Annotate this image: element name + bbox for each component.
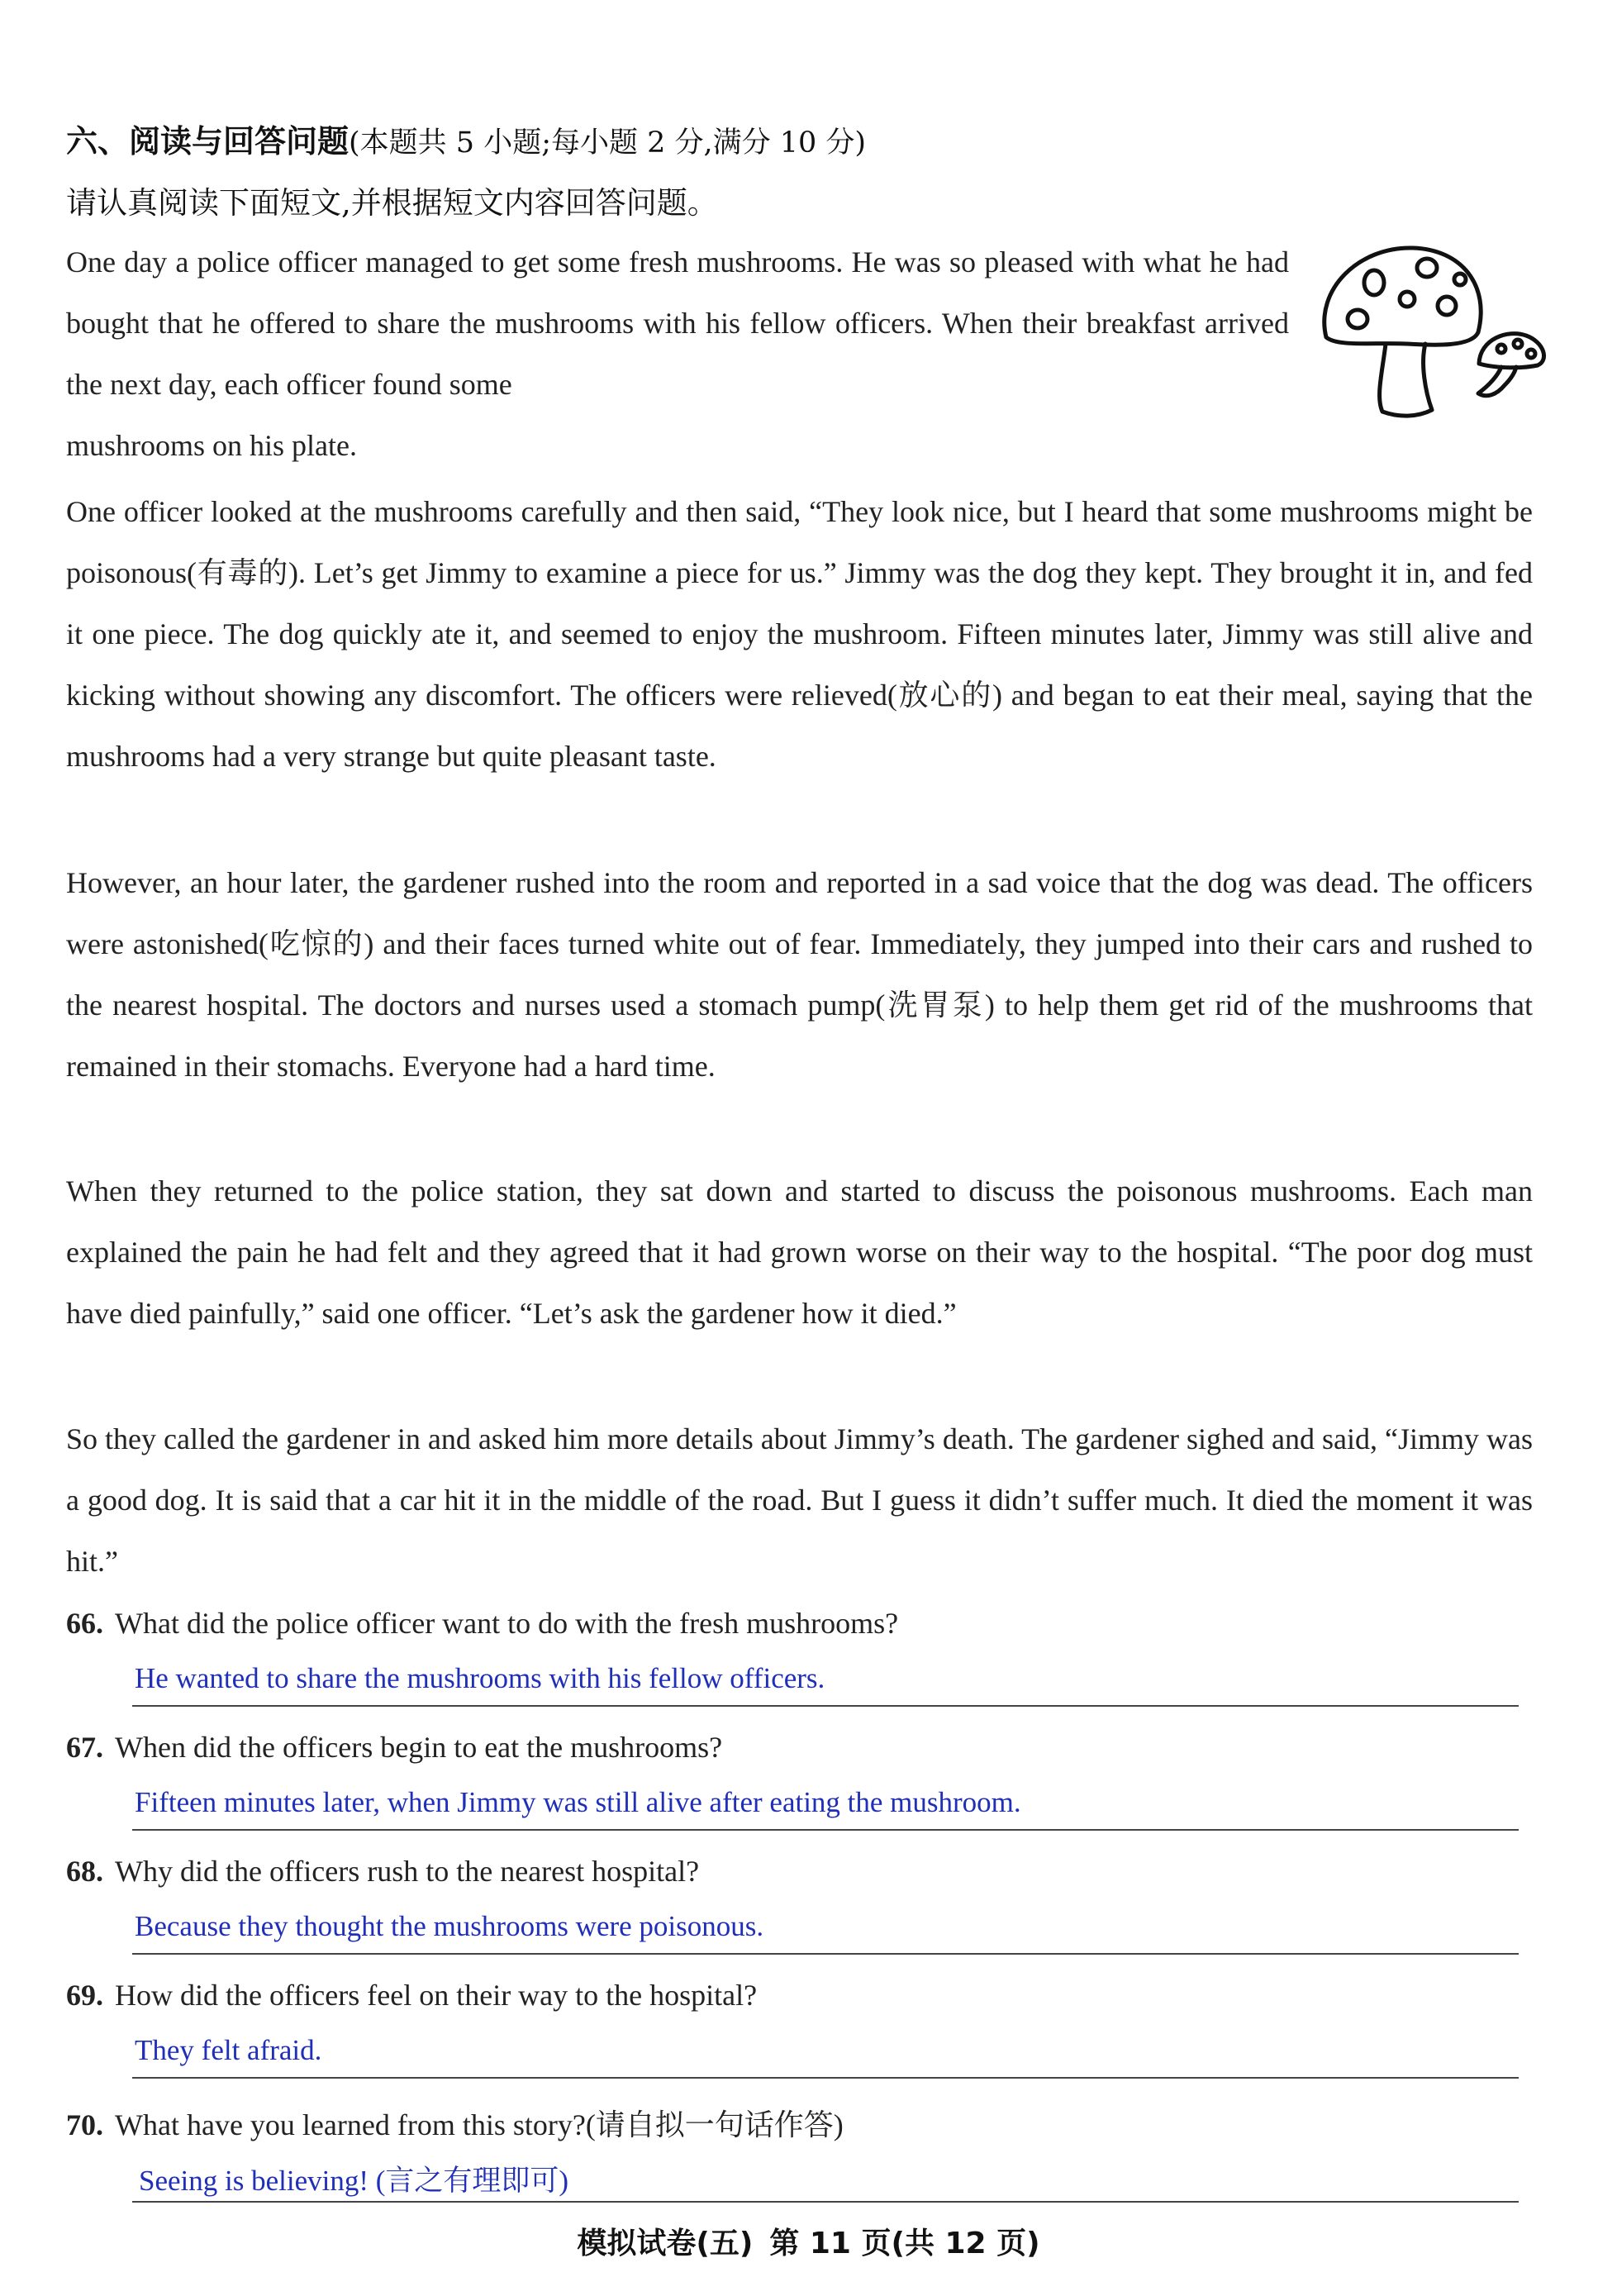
question-text: What have you learned from this story?(请自拟一句话作答)	[115, 2108, 844, 2141]
question-number: 68.	[66, 1855, 103, 1888]
answer-line-69	[132, 2077, 1519, 2079]
answer-line-70	[132, 2201, 1519, 2203]
question-number: 67.	[66, 1731, 103, 1764]
question-70	[66, 2102, 844, 2144]
answer-line-67	[132, 1829, 1519, 1831]
question-text: How did the officers feel on their way to the hospital?	[115, 1979, 758, 2012]
passage-paragraph-5: So they called the gardener in and asked him more details about Jimmy’s death. The gardener sighed and said, “Jimmy was a good dog. It is said that a car hit it in the middle of the road. But I guess it didn’t suffer much. It died the moment it was hit.”	[66, 1422, 1533, 1578]
answer-line-66	[132, 1705, 1519, 1707]
answer-67[interactable]: Fifteen minutes later, when Jimmy was still alive after eating the mushroom.	[135, 1786, 1021, 1818]
answer-68[interactable]: Because they thought the mushrooms were poisonous.	[135, 1910, 764, 1942]
page-footer	[0, 2220, 1617, 2262]
answer-66[interactable]: He wanted to share the mushrooms with his fellow officers.	[135, 1662, 825, 1694]
passage-paragraph-2: One officer looked at the mushrooms carefully and then said, “They look nice, but I heard that some mushrooms might be poisonous(有毒的). Let’s get Jimmy to examine a piece for us.” Jimmy was the dog they kept. They brought it in, and fed it one piece. The dog quickly ate it, and seemed to enjoy the mushroom. Fifteen minutes later, Jimmy was still alive and kicking without showing any discomfort. The officers were relieved(放心的) and began to eat their meal, saying that the mushrooms had a very strange but quite pleasant taste.	[66, 495, 1533, 773]
question-text: What did the police officer want to do with the fresh mushrooms?	[115, 1607, 899, 1640]
question-67	[66, 1730, 722, 1765]
question-text: Why did the officers rush to the nearest hospital?	[115, 1855, 700, 1888]
answer-69[interactable]: They felt afraid.	[135, 2034, 322, 2066]
page-number: 第 11 页(共 12 页)	[769, 2227, 1040, 2260]
section-heading	[66, 116, 866, 161]
passage-paragraph-1	[66, 231, 1289, 476]
answer-70[interactable]: Seeing is believing! (言之有理即可)	[139, 2165, 569, 2197]
section-instruction: 请认真阅读下面短文,并根据短文内容回答问题。	[66, 185, 718, 221]
passage-paragraph-4: When they returned to the police station, they sat down and started to discuss the poisonous mushrooms. Each man explained the pain he had felt and they agreed that it had grown worse on their way to the hospital. “The poor dog must have died painfully,” said one officer. “Let’s ask the gardener how it died.”	[66, 1174, 1533, 1330]
question-number: 69.	[66, 1979, 103, 2012]
question-number: 70.	[66, 2108, 103, 2141]
question-number: 66.	[66, 1607, 103, 1640]
question-66	[66, 1606, 898, 1641]
question-68	[66, 1854, 699, 1889]
mushroom-icon	[1310, 240, 1549, 422]
exam-name: 模拟试卷(五)	[577, 2227, 754, 2260]
question-69	[66, 1978, 757, 2013]
section-title: 六、阅读与回答问题	[66, 123, 350, 160]
passage-paragraph-1-text: One day a police officer managed to get some fresh mushrooms. He was so pleased with what he had bought that he offered to share the mushrooms with his fellow officers. When their breakfast arrived the next day, each officer found some	[66, 245, 1289, 401]
passage-paragraph-3: However, an hour later, the gardener rushed into the room and reported in a sad voice that the dog was dead. The officers were astonished(吃惊的) and their faces turned white out of fear. Immediately, they jumped into their cars and rushed to the nearest hospital. The doctors and nurses used a stomach pump(洗胃泵) to help them get rid of the mushrooms that remained in their stomachs. Everyone had a hard time.	[66, 866, 1533, 1083]
question-text: When did the officers begin to eat the mushrooms?	[115, 1731, 723, 1764]
answer-line-68	[132, 1953, 1519, 1955]
passage-paragraph-1-tail: mushrooms on his plate.	[66, 429, 357, 462]
section-note: (本题共 5 小题;每小题 2 分,满分 10 分)	[349, 126, 867, 160]
